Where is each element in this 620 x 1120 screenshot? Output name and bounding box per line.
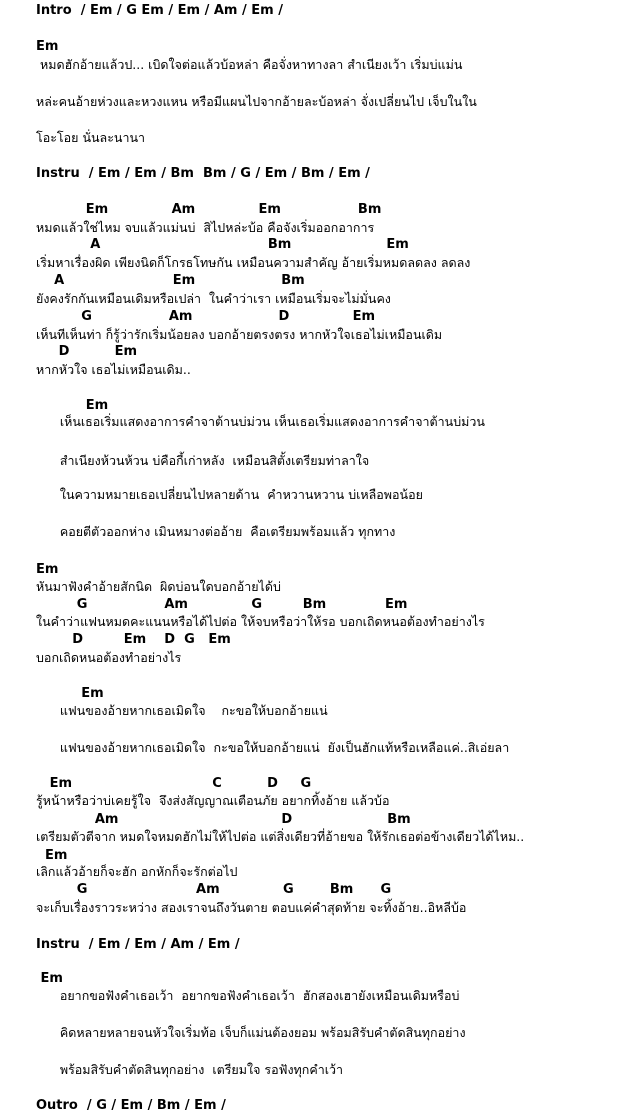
lyric-line: ในคำว่าแฟนหมดคะแนนหรือได้ไปต่อ ให้จบหรือว่าให้รอ บอกเถิดหนอต้องทำอย่างไร (36, 614, 485, 629)
lyric-line: เริ่มหาเรื่องผิด เพียงนิดก็โกรธโทษกัน เหมือนความสำคัญ อ้ายเริ่มหมดลดลง ลดลง (36, 255, 471, 270)
chord-line: Em Am Em Bm (36, 202, 382, 217)
chord-line: G Am G Bm G (36, 882, 392, 897)
lyric-line: บอกเถิดหนอต้องทำอย่างไร (36, 650, 182, 665)
lyric-line: พร้อมสิรับคำตัดสินทุกอย่าง เตรียมใจ รอฟังทุกคำเว้า (36, 1062, 344, 1077)
chord-line: Em C D G (36, 776, 312, 791)
lyric-line: หากหัวใจ เธอไม่เหมือนเดิม.. (36, 362, 191, 377)
lyric-line: หล่ะคนอ้ายห่วงและหวงแหน หรือมีแผนไปจากอ้ายละบ้อหล่า จั่งเปลี่ยนไป เจ็บในใน (36, 94, 477, 109)
lyric-line: โอะโอย นั่นละนานา (36, 130, 146, 145)
lyric-line: คอยตีตัวออกห่าง เมินหมางต่ออ้าย คือเตรียมพร้อมแล้ว ทุกทาง (36, 524, 396, 539)
lyric-line: แฟนของอ้ายหากเธอเมิดใจ กะขอให้บอกอ้ายแน่ (36, 703, 328, 718)
lyric-line: อยากขอฟังคำเธอเว้า อยากขอฟังคำเธอเว้า ฮักสองเฮายังเหมือนเดิมหรือบ่ (36, 988, 460, 1003)
lyric-line: หมดฮักอ้ายแล้วป... เบิดใจต่อแล้วบ้อหล่า คือจั่งหาทางลา สำเนียงเว้า เริ่มบ่แม่น (36, 57, 463, 72)
chord-line: D Em D G Em (36, 632, 231, 647)
lyric-line: เตรียมตัวตีจาก หมดใจหมดฮักไม่ให้ไปต่อ แต่สิ่งเดียวที่อ้ายขอ ให้รักเธอต่อข้างเดียวได้ไหม.. (36, 829, 525, 844)
section-line: Intro / Em / G Em / Em / Am / Em / (36, 3, 283, 18)
lyric-line: เลิกแล้วอ้ายก็จะฮัก อกหักก็จะรักต่อไป (36, 864, 238, 879)
section-line: Instru / Em / Em / Am / Em / (36, 937, 240, 952)
chord-line: Em (36, 39, 59, 54)
lyric-line: รู้หน้าหรือว่าบ่เคยรู้ใจ จึงส่งสัญญาณเตือนภัย อยากทิ้งอ้าย แล้วบ้อ (36, 793, 390, 808)
chord-line: Am D Bm (36, 812, 411, 827)
chord-line: Em (36, 562, 59, 577)
chord-line: Em (36, 848, 68, 863)
lyric-line: ในความหมายเธอเปลี่ยนไปหลายด้าน คำหวานหวาน บ่เหลือพอน้อย (36, 487, 423, 502)
chord-line: G Am G Bm Em (36, 597, 408, 612)
lyric-line: จะเก็บเรื่องราวระหว่าง สองเราจนถึงวันตาย ตอบแค่คำสุดท้าย จะทิ้งอ้าย..อิหลีบ้อ (36, 900, 467, 915)
chord-line: D Em (36, 344, 138, 359)
lyric-line: หมดแล้วใช่ไหม จบแล้วแม่นบ่ สิไปหล่ะบ้อ คือจังเริ่มออกอาการ (36, 220, 375, 235)
lyric-line: หันมาฟังคำอ้ายสักนิด ผิดบ่อนใดบอกอ้ายได้บ่ (36, 579, 281, 594)
lyric-line: คิดหลายหลายจนหัวใจเริ่มท้อ เจ็บก็แม่นต้องยอม พร้อมสิรับคำตัดสินทุกอย่าง (36, 1025, 466, 1040)
lyric-line: เห็นทีเห็นท่า ก็รู้ว่ารักเริ่มน้อยลง บอกอ้ายตรงตรง หากหัวใจเธอไม่เหมือนเดิม (36, 327, 443, 342)
chord-line: G Am D Em (36, 309, 376, 324)
section-line: Instru / Em / Em / Bm Bm / G / Em / Bm / Em / (36, 166, 370, 181)
chord-line: Em (36, 971, 63, 986)
chord-line: A Bm Em (36, 237, 409, 252)
chord-line: Em (36, 686, 104, 701)
lyric-line: ยังคงรักกันเหมือนเดิมหรือเปล่า ในคำว่าเรา เหมือนเริ่มจะไม่มั่นคง (36, 291, 391, 306)
lyric-line: สำเนียงห้วนห้วน บ่คือกี้เก่าหลัง เหมือนสิตั้งเตรียมท่าลาใจ (36, 453, 370, 468)
chord-line: A Em Bm (36, 273, 305, 288)
lyric-line: แฟนของอ้ายหากเธอเมิดใจ กะขอให้บอกอ้ายแน่ ยังเป็นฮักแท้หรือเหลือแค่..สิเอ่ยลา (36, 740, 510, 755)
lyric-line: เห็นเธอเริ่มแสดงอาการคำจาต้านบ่ม่วน เห็นเธอเริ่มแสดงอาการคำจาต้านบ่ม่วน (36, 414, 485, 429)
chord-line: Em (36, 398, 109, 413)
section-line: Outro / G / Em / Bm / Em / (36, 1098, 226, 1113)
